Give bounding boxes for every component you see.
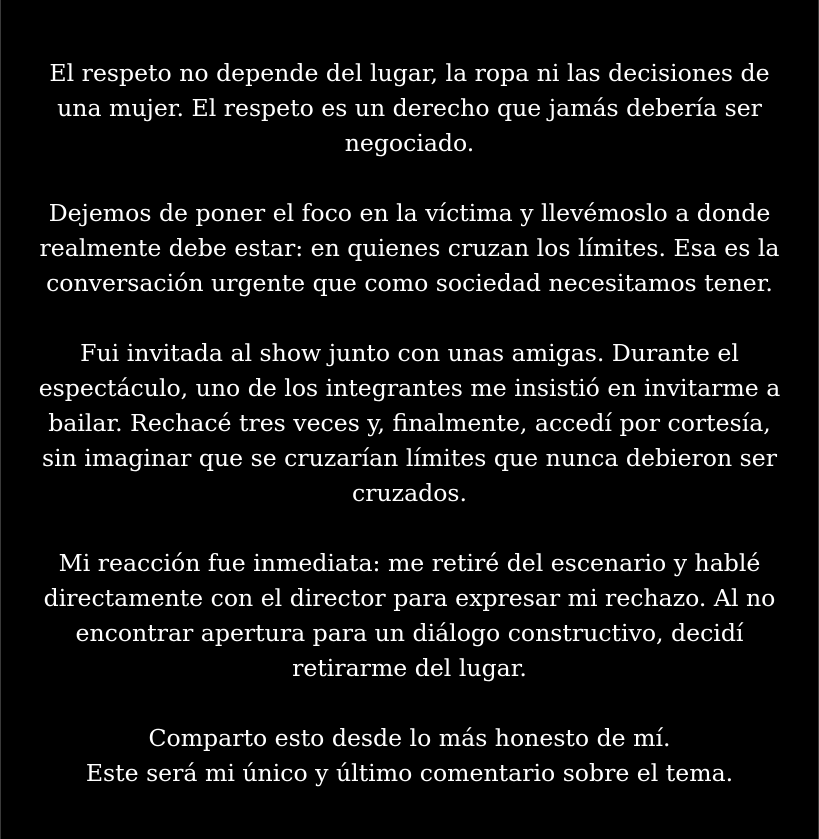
text-line: retirarme del lugar. <box>292 654 527 682</box>
text-line: realmente debe estar: en quienes cruzan los límites. Esa es la <box>39 234 780 262</box>
paragraph-respeto <box>0 56 819 161</box>
paragraph-reaccion <box>0 546 819 686</box>
text-line: espectáculo, uno de los integrantes me insistió en invitarme a <box>38 374 781 402</box>
paragraph-show <box>0 336 819 511</box>
text-line: conversación urgente que como sociedad necesitamos tener. <box>46 269 773 297</box>
text-line: negociado. <box>344 129 475 157</box>
text-line: Este será mi único y último comentario sobre el tema. <box>85 759 734 787</box>
text-line: Mi reacción fue inmediata: me retiré del escenario y hablé <box>58 549 761 577</box>
text-line: encontrar apertura para un diálogo constructivo, decidí <box>75 619 744 647</box>
text-line: Comparto esto desde lo más honesto de mí. <box>148 724 671 752</box>
text-line: Fui invitada al show junto con unas amigas. Durante el <box>80 339 739 367</box>
paragraph-cierre <box>0 721 819 791</box>
text-line: sin imaginar que se cruzarían límites que nunca debieron ser <box>41 444 778 472</box>
text-line: una mujer. El respeto es un derecho que jamás debería ser <box>57 94 762 122</box>
paragraph-foco <box>0 196 819 301</box>
text-line: Dejemos de poner el foco en la víctima y llevémoslo a donde <box>48 199 771 227</box>
text-line: cruzados. <box>351 479 468 507</box>
text-line: directamente con el director para expresar mi rechazo. Al no <box>43 584 776 612</box>
text-line: El respeto no depende del lugar, la ropa ni las decisiones de <box>49 59 770 87</box>
text-line: bailar. Rechacé tres veces y, finalmente, accedí por cortesía, <box>48 409 771 437</box>
